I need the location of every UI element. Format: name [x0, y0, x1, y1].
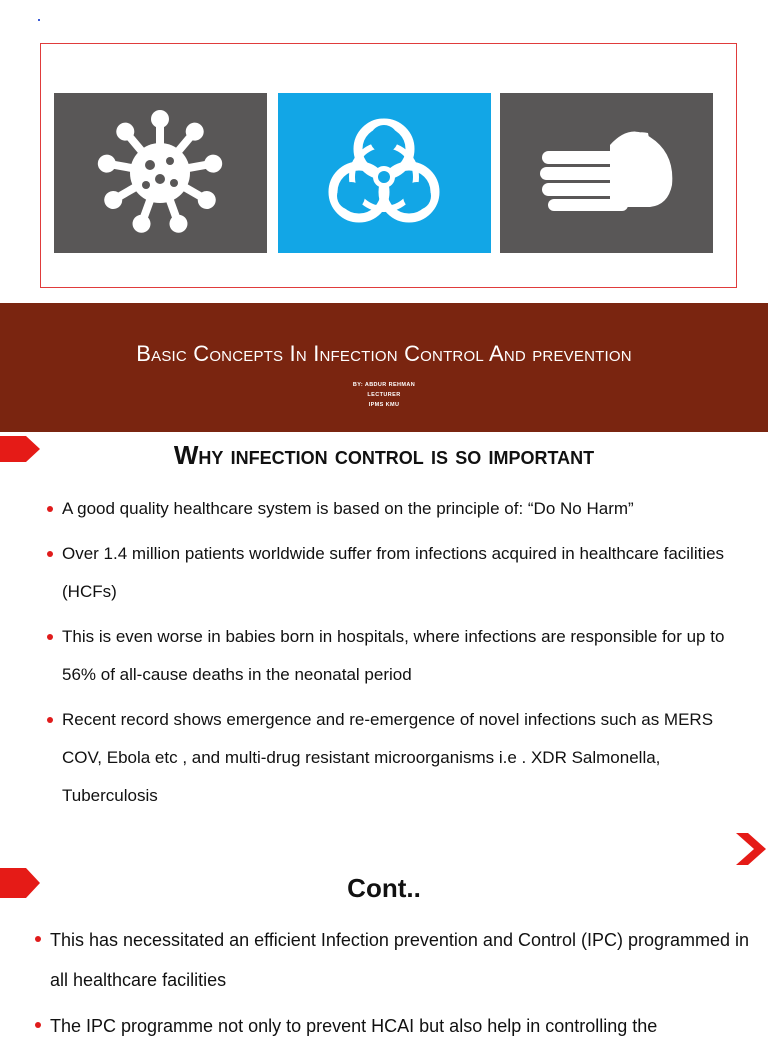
presenter-info [0, 380, 768, 410]
virus-tile [54, 93, 267, 253]
institution: IPMS KMU [368, 402, 400, 408]
list-item: This is even worse in babies born in hospitals, where infections are responsible for up to 56% of all-cause deaths in the neonatal period [45, 618, 745, 694]
slide3-bullet-list [33, 920, 753, 1052]
title-band [0, 303, 768, 432]
role: LECTURER [367, 392, 401, 398]
list-item: The IPC programme not only to prevent HCAI but also help in controlling the [33, 1006, 753, 1046]
slide3-heading: Cont.. [347, 873, 421, 903]
list-item: A good quality healthcare system is based on the principle of: “Do No Harm” [45, 490, 745, 528]
author: BY: ABDUR REHMAN [352, 382, 416, 388]
virus-icon [54, 93, 267, 253]
slide2-bullet-list [45, 490, 745, 822]
slide2-heading: Why infection control is so important [173, 440, 595, 470]
decorative-dot [38, 19, 40, 21]
presentation-title: Basic Concepts In Infection Control And prevention [136, 341, 632, 366]
hand-icon [500, 93, 713, 253]
next-chevron-icon[interactable] [734, 831, 768, 867]
list-item: This has necessitated an efficient Infection prevention and Control (IPC) programmed in all healthcare facilities [33, 920, 753, 1000]
biohazard-icon [278, 93, 491, 253]
list-item: Recent record shows emergence and re-emergence of novel infections such as MERS COV, Ebola etc , and multi-drug resistant microorganisms i.e . XDR Salmonella, Tuberculosis [45, 701, 745, 815]
list-item: Over 1.4 million patients worldwide suffer from infections acquired in healthcare facilities (HCFs) [45, 535, 745, 611]
title-slide [0, 0, 768, 432]
hand-tile [500, 93, 713, 253]
biohazard-tile [278, 93, 491, 253]
